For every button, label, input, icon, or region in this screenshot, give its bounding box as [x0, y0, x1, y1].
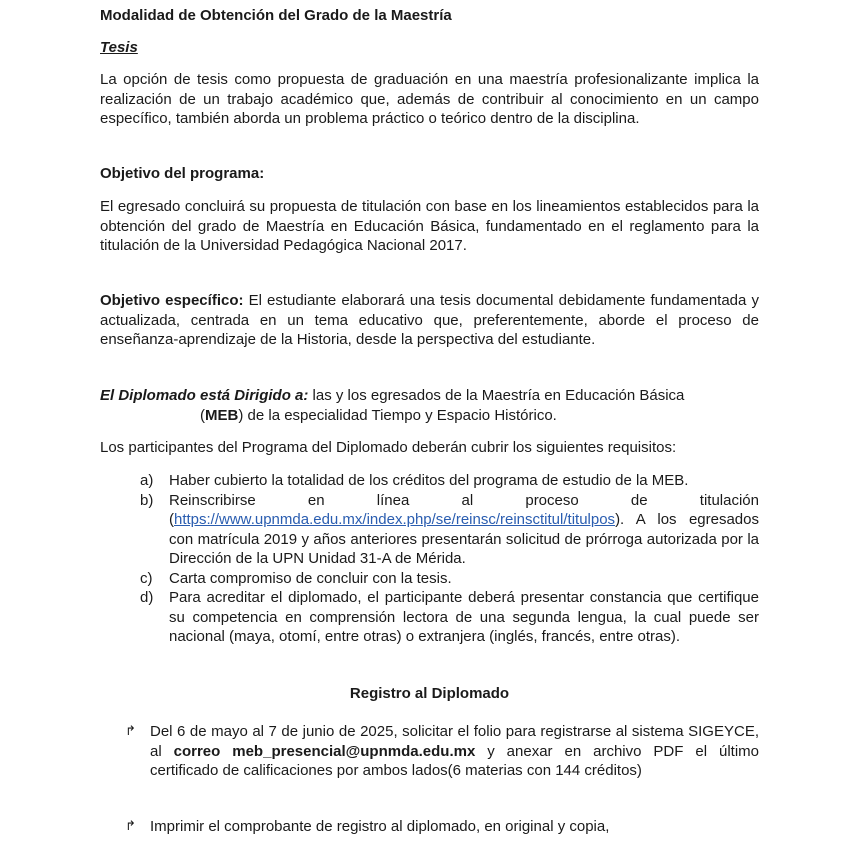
registro-item [125, 722, 759, 781]
list-marker: a) [140, 472, 154, 489]
dirigido-label: El Diplomado está Dirigido a: [100, 387, 309, 404]
arrow-bullet-icon: ↱ [125, 724, 136, 739]
list-marker: c) [140, 569, 153, 587]
dirigido-paren: ( [200, 406, 205, 424]
registro-text-before: Del 6 de mayo al 7 de junio de 2025, solicitar el folio para registrarse al sistema SIGEYCE, al [150, 723, 759, 760]
requisitos-intro: Los participantes del Programa del Diplomado deberán cubrir los siguientes requisitos: [100, 439, 677, 456]
tesis-heading: Tesis [100, 39, 138, 56]
requisitos-list [140, 471, 759, 647]
dirigido-paragraph [100, 386, 759, 425]
registro-item-text [150, 722, 759, 781]
list-marker: d) [140, 589, 154, 606]
objetivo-heading: Objetivo del programa: [100, 165, 265, 182]
arrow-bullet-icon: ↱ [125, 819, 136, 834]
list-item [140, 588, 759, 647]
registro-item-text: Imprimir el comprobante de registro al diplomado, en original y copia, [150, 818, 610, 835]
list-item-text: Reinscribirse en línea al proceso de titulación ( [169, 491, 759, 528]
objetivo-paragraph: El egresado concluirá su propuesta de titulación con base en los lineamientos establecidos para la obtención del grado de Maestría en Educación Básica, fundamentado en el reglamento para la titulación de la Universidad Pedagógica Nacional 2017. [100, 198, 759, 254]
list-item [140, 569, 759, 589]
list-item [140, 471, 759, 491]
list-item-text: Carta compromiso de concluir con la tesis. [169, 569, 452, 587]
registro-item [125, 817, 759, 837]
list-item-text: ). A los egresados con matrícula 2019 y años anteriores presentarán solicitud de prórroga autorizada por la Dirección de la UPN Unidad 31-A de Mérida. [169, 511, 759, 567]
objetivo-especifico-text: El estudiante elaborará una tesis documental debidamente fundamentada y actualizada, centrada en un tema educativo que, preferentemente, aborde el proceso de enseñanza-aprendizaje de la Historia, desde la perspectiva del estudiante. [100, 292, 759, 348]
dirigido-meb: MEB [205, 406, 239, 424]
dirigido-text: las y los egresados de la Maestría en Educación Básica [308, 387, 685, 404]
titulacion-link[interactable]: https://www.upnmda.edu.mx/index.php/se/reinsc/reinsctitul/titulpos [174, 511, 616, 528]
registro-heading: Registro al Diplomado [349, 685, 510, 702]
list-item-text: Haber cubierto la totalidad de los créditos del programa de estudio de la MEB. [169, 472, 689, 489]
document-title: Modalidad de Obtención del Grado de la Maestría [100, 7, 452, 24]
list-marker: b) [140, 491, 154, 509]
registro-email: correo meb_presencial@upnmda.edu.mx [173, 742, 476, 760]
objetivo-especifico-label: Objetivo específico: [100, 292, 244, 309]
objetivo-especifico-paragraph [100, 291, 759, 350]
list-item [140, 491, 759, 569]
tesis-paragraph: La opción de tesis como propuesta de graduación en una maestría profesionalizante implica la realización de un trabajo académico que, además de contribuir al conocimiento en un campo específico, también aborda un problema práctico o teórico dentro de la disciplina. [100, 71, 759, 127]
registro-text-after: y anexar en archivo PDF el último certificado de calificaciones por ambos lados(6 materias con 144 créditos) [150, 742, 760, 779]
dirigido-specialty: ) de la especialidad Tiempo y Espacio Histórico. [238, 406, 557, 424]
list-item-text: Para acreditar el diplomado, el participante deberá presentar constancia que certifique su competencia en comprensión lectora de una segunda lengua, la cual puede ser nacional (maya, otomí, entre otras) o extranjera (inglés, francés, entre otras). [169, 589, 759, 645]
